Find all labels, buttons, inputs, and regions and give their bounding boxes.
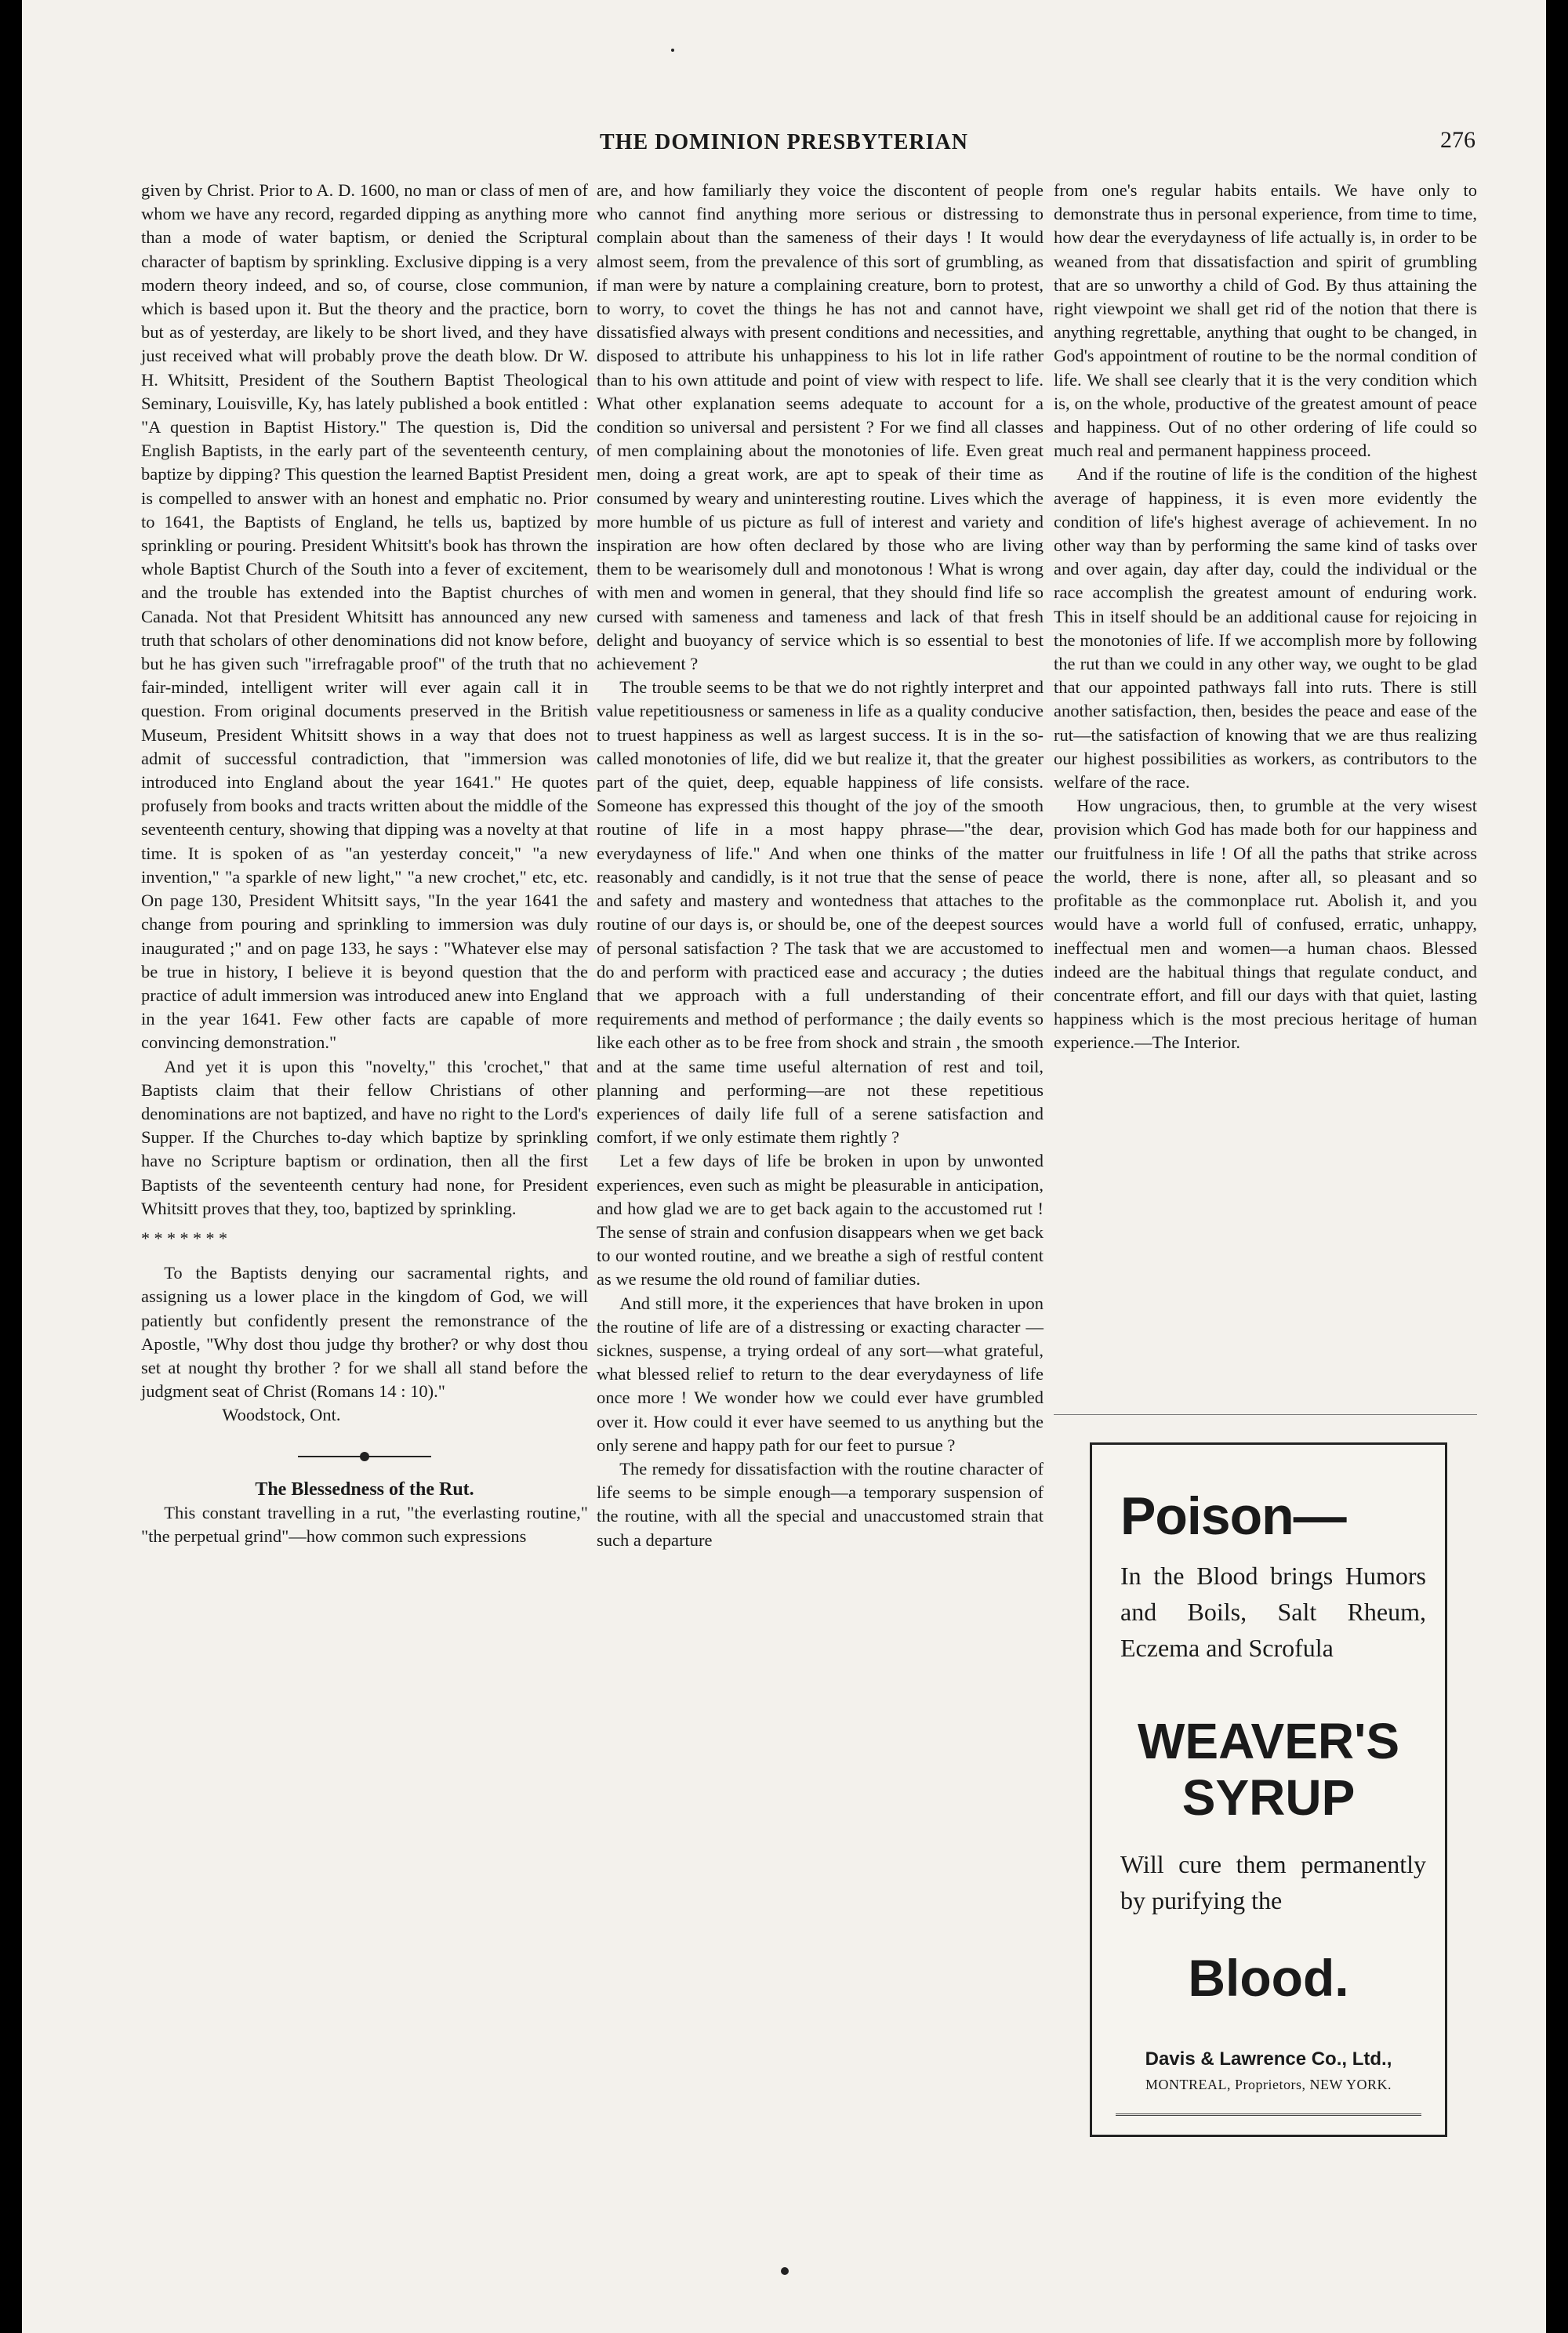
ad-cities: MONTREAL, Proprietors, NEW YORK. [1145,2077,1392,2092]
section-stars: * * * * * * * [141,1228,227,1248]
printer-mark-bottom [781,2267,789,2275]
col3-paragraph-3: How ungracious, then, to grumble at the very wisest provision which God has made both for our happiness and our fruitfulness in life ! Of all the paths that strike across the world, there is none, after all, so pleasant and so profitable as the commonplace rut. Abolish it, and you would have a world full of confused, erratic, unhappy, ineffectual men and women—a human chaos. Blessed indeed are the habitual things that regulate conduct, and concentrate effort, and fill our days with that quiet, lasting happiness which is the most precious heritage of human experience.—The Interior. [1054,796,1477,1053]
article-divider [298,1450,431,1462]
column-3 [1054,179,1477,1055]
col1-paragraph-1: given by Christ. Prior to A. D. 1600, no man or class of men of whom we have any record, regarded dipping as anything more than a mode of water baptism, or denied the Scriptural character of baptism by sprinkling. Exclusive dipping is a very modern theory indeed, and so, of course, close communion, which is based upon it. But the theory and the practice, born but as of yesterday, are likely to be short lived, and they have just received what will probably prove the death blow. Dr W. H. Whitsitt, President of the Southern Baptist Theological Seminary, Louisville, Ky, has lately published a book entitled : "A question in Baptist History." The question is, Did the English Baptists, in the early part of the seventeenth century, baptize by dipping? This question the learned Baptist President is compelled to answer with an honest and emphatic no. Prior to 1641, the Baptists of England, he tells us, baptized by sprinkling or pouring. President Whitsitt's book has thrown the whole Baptist Church of the South into a fever of excitement, and the trouble has extended into the Baptist churches of Canada. Not that President Whitsitt has announced any new truth that scholars of other denominations did not know before, but he has given such "irrefragable proof" of the truth that no fair-minded, intelligent writer will ever again call it in question. From original documents preserved in the British Museum, President Whitsitt shows in a way that does not admit of successful contradiction, that "immersion was introduced into England about the year 1641." He quotes profusely from books and tracts written about the middle of the seventeenth century, showing that dipping was a novelty at that time. It is spoken of as "an yesterday conceit," "a new invention," "a sparkle of new light," "a new crochet," etc, etc. On page 130, President Whitsitt says, "In the year 1641 the change from pouring and sprinkling to immersion was duly inaugurated ;" and on page 133, he says : "Whatever else may be true in history, I believe it is beyond question that the practice of adult immersion was introduced anew into England in the year 1641. Few other facts are capable of more convincing demonstration." [141,180,588,1053]
column-1 [141,179,588,1548]
publication-title: THE DOMINION PRESBYTERIAN [600,130,968,154]
column-2 [597,179,1044,1552]
col2-paragraph-4: And still more, it the experiences that have broken in upon the routine of life are of a distressing or exacting character —sicknes, suspense, a trying ordeal of any sort—what grateful, what blessed relief to return to the dear everydayness of life once more ! We wonder how we could ever have grumbled over it. How could it ever have seemed to us anything but the only serene and happy path for our feet to pursue ? [597,1293,1044,1455]
col2-paragraph-3: Let a few days of life be broken in upon by unwonted experiences, even such as might be pleasurable in anticipation, and how glad we are to get back again to the accustomed rut ! The sense of strain and confusion disappears when we get back to our wonted routine, and we breathe a sigh of restful content as we resume the old round of familiar duties. [597,1151,1044,1290]
col1-closing-paragraph: To the Baptists denying our sacramental rights, and assigning us a lower place in the kingdom of God, we will patiently but confidently present the remonstrance of the Apostle, "Why dost thou judge thy brother? or why dost thou set at nought thy brother ? for we shall all stand before the judgment seat of Christ (Romans 14 : 10)." [141,1263,588,1402]
newspaper-page [22,0,1546,2333]
ad-product-name [1092,1713,1445,1826]
col2-paragraph-1: are, and how familiarly they voice the discontent of people who cannot find anything more serious or distressing to complain about than the sameness of their days ! It would almost seem, from the prevalence of this sort of grumbling, as if man were by nature a complaining creature, born to protest, to worry, to covet the things he has not and cannot have, dissatisfied always with present conditions and necessities, and disposed to attribute his unhappiness to his lot in life rather than to his own attitude and point of view with respect to life. What other explanation seems adequate to account for a condition so universal and persistent ? For we find all classes of men complaining about the monotonies of life. Even great men, doing a great work, are apt to speak of their time as consumed by weary and uninteresting routine. Lives which the more humble of us picture as full of interest and variety and inspiration are how often declared by those who are living them to be wearisomely dull and monotonous ! What is wrong with men and women in general, that they should find life so cursed with sameness and tameness and lack of that fresh delight and buoyancy of service which is so essential to best achievement ? [597,180,1044,674]
col2-paragraph-5: The remedy for dissatisfaction with the routine character of life seems to be simple enough—a temporary suspension of the routine, with all the special and unaccustomed strain that such a departure [597,1458,1044,1550]
col3-paragraph-1: from one's regular habits entails. We have only to demonstrate thus in personal experience, from time to time, how dear the everydayness of life actually is, in order to be weaned from that dissatisfaction and spirit of grumbling that are so unworthy a child of God. By thus attaining the right viewpoint we shall get rid of the notion that there is anything regrettable, anything that ought to be changed, in God's appointment of routine to be the normal condition of life. We shall see clearly that it is the very condition which is, on the whole, productive of the greatest amount of peace and happiness. Out of no other ordering of life could so much real and permanent happiness proceed. [1054,180,1477,461]
col2-paragraph-2: The trouble seems to be that we do not rightly interpret and value repetitiousness or sameness in life as a quality conducive to truest happiness as well as largest success. It is in the so-called monotonies of life, did we but realize it, that the greater part of the quiet, deep, equable happiness of life consists. Someone has expressed this thought of the joy of the smooth routine of life in a most happy phrase—"the dear, everydayness of life." And when one thinks of the matter reasonably and candidly, is it not true that the sense of peace and safety and mastery and wontedness that attaches to the routine of our days is, or should be, one of the deepest sources of personal satisfaction ? The task that we are accustomed to do and perform with practiced ease and accuracy ; the duties that we approach with a full understanding of their requirements and method of performance ; the daily events so like each other as to be free from shock and strain , the smooth and at the same time useful alternation of rest and toil, planning and performing—are not these repetitious experiences of daily life full of a serene satisfaction and comfort, if we only estimate them rightly ? [597,677,1044,1148]
ad-bottom-border [1116,2113,1421,2116]
signoff-location: Woodstock, Ont. [222,1405,341,1425]
ad-headline: Poison— [1120,1486,1346,1546]
col3-paragraph-2: And if the routine of life is the condition of the highest average of happiness, it is even more evidently the condition of life's highest average of achievement. In no other way than by performing the same kind of tasks over and over again, day after day, could the individual or the race accomplish the greatest amount of enduring work. This in itself should be an additional cause for rejoicing in the monotonies of life. If we accomplish more by following the rut than we could in any other way, we ought to be glad that our appointed pathways fall into ruts. There is still another satisfaction, then, besides the peace and ease of the rut—the satisfaction of knowing that we are thus realizing our highest possibilities as workers, as contributors to the welfare of the race. [1054,464,1477,793]
article-first-paragraph: This constant travelling in a rut, "the everlasting routine," "the perpetual grind"—how common such expressions [141,1502,588,1546]
ad-company: Davis & Lawrence Co., Ltd., [1145,2048,1392,2070]
ad-emphasis: Blood. [1188,1949,1349,2007]
printer-mark-top [671,49,674,52]
ad-ailments-text: In the Blood brings Humors and Boils, Salt Rheum, Eczema and Scrofula [1120,1562,1426,1662]
col1-paragraph-2: And yet it is upon this "novelty," this 'crochet," that Baptists claim that their fellow Christians of other denominations are not baptized, and have no right to the Lord's Supper. If the Churches to-day which baptize by sprinkling have no Scripture baptism or ordination, then all the first Baptists of the seventeenth century had none, for President Whitsitt proves that they, too, baptized by sprinkling. [141,1056,588,1218]
ad-product-line-2: SYRUP [1181,1769,1356,1826]
ad-product-line-1: WEAVER'S [1137,1713,1400,1769]
article-title: The Blessedness of the Rut. [255,1479,474,1500]
page-number: 276 [1440,127,1475,153]
column-rule [1054,1414,1477,1415]
page-header [22,127,1546,161]
weavers-syrup-advertisement [1090,1442,1447,2137]
ad-cure-text: Will cure them permanently by purifying the [1120,1850,1426,1914]
